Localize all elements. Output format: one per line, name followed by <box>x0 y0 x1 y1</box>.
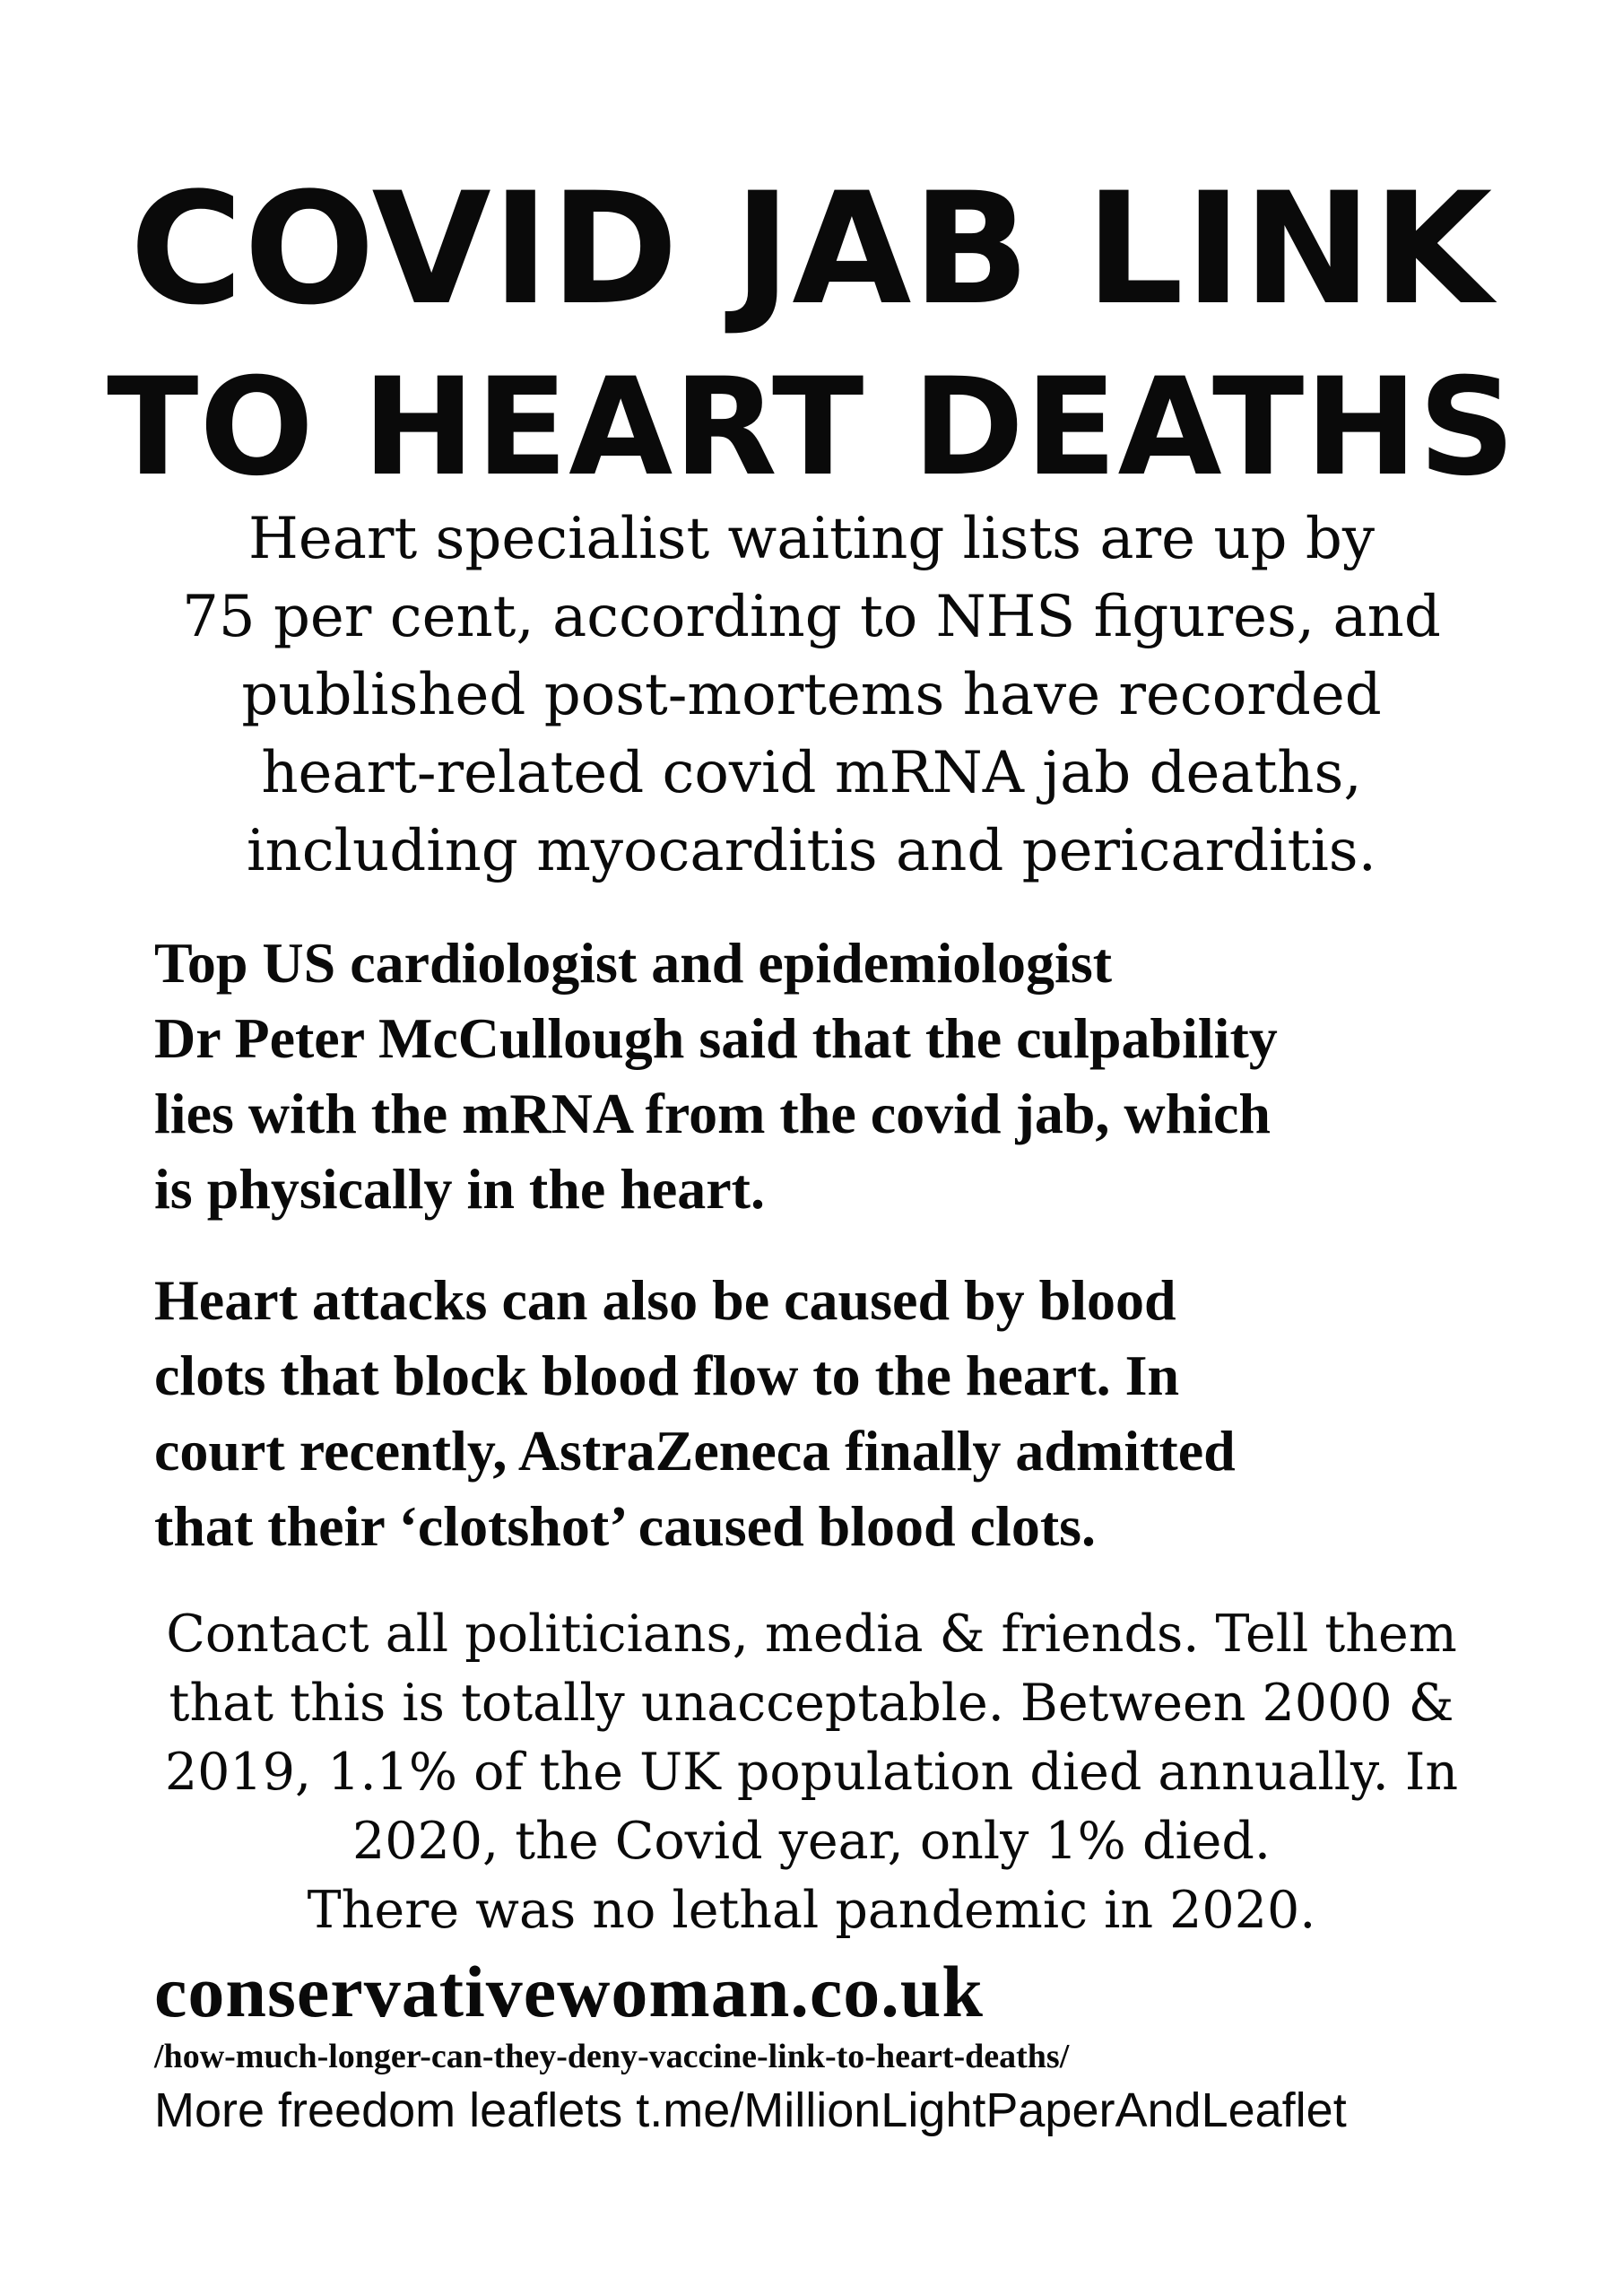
intro-paragraph <box>0 500 1623 891</box>
source-site: conservativewoman.co.uk <box>154 1951 984 2032</box>
paragraph-line: clots that block blood flow to the heart. In <box>154 1344 1180 1407</box>
contact-line: Contact all politicians, media & friends. Tell them <box>166 1605 1457 1664</box>
cardiologist-paragraph <box>154 926 1553 1227</box>
contact-line: There was no lethal pandemic in 2020. <box>307 1881 1316 1940</box>
paragraph-line: is physically in the heart. <box>154 1157 765 1221</box>
paragraph-line: Top US cardiologist and epidemiologist <box>154 931 1113 995</box>
contact-paragraph <box>0 1600 1623 1945</box>
contact-line: 2020, the Covid year, only 1% died. <box>352 1812 1271 1871</box>
intro-line: including myocarditis and pericarditis. <box>247 818 1376 884</box>
headline-line-1: COVID JAB LINK <box>129 159 1494 339</box>
paragraph-line: that their ‘clotshot’ caused blood clots. <box>154 1494 1097 1558</box>
headline-line-2: TO HEART DEATHS <box>107 350 1516 506</box>
intro-line: published post-mortems have recorded <box>241 662 1382 728</box>
blood-clots-paragraph <box>154 1263 1553 1564</box>
intro-line: heart-related covid mRNA jab deaths, <box>261 740 1362 806</box>
intro-line: Heart specialist waiting lists are up by <box>248 506 1375 572</box>
source-url-path: /how-much-longer-can-they-deny-vaccine-link-to-heart-deaths/ <box>154 2038 1070 2075</box>
more-leaflets-link: More freedom leaflets t.me/MillionLightPaperAndLeaflet <box>154 2083 1347 2137</box>
contact-line: 2019, 1.1% of the UK population died annually. In <box>164 1743 1459 1802</box>
paragraph-line: Dr Peter McCullough said that the culpability <box>154 1006 1278 1070</box>
paragraph-line: lies with the mRNA from the covid jab, which <box>154 1082 1271 1145</box>
paragraph-line: Heart attacks can also be caused by blood <box>154 1268 1176 1332</box>
intro-line: 75 per cent, according to NHS figures, and <box>182 584 1441 650</box>
paragraph-line: court recently, AstraZeneca finally admitted <box>154 1419 1236 1483</box>
contact-line: that this is totally unacceptable. Between 2000 & <box>169 1674 1454 1733</box>
